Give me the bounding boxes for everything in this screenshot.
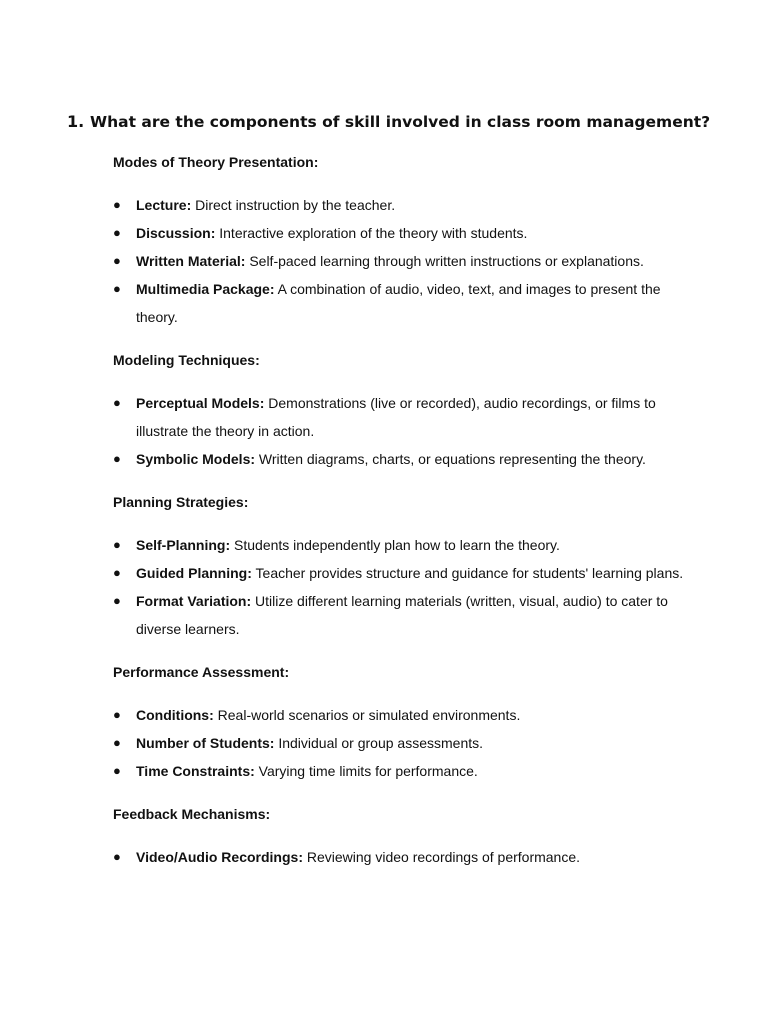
item-text: Reviewing video recordings of performance.: [302, 849, 581, 865]
bullet-list-feedback-mechanisms: [113, 843, 688, 871]
bullet-icon: ●: [113, 395, 121, 410]
question-heading: [67, 110, 747, 134]
item-text: Demonstrations (live or recorded), audio recordings, or films to illustrate the theory in action.: [136, 395, 656, 439]
item-term: Self-Planning:: [136, 537, 231, 553]
bullet-icon: ●: [113, 281, 121, 296]
list-item: [113, 843, 688, 871]
item-term: Symbolic Models:: [136, 451, 256, 467]
question-number: 1.: [67, 112, 85, 131]
section-heading-planning-strategies: Planning Strategies:: [113, 494, 249, 510]
item-term: Written Material:: [136, 253, 246, 269]
list-item: [113, 247, 688, 275]
item-text: Individual or group assessments.: [274, 735, 484, 751]
section-heading-performance-assessment: Performance Assessment:: [113, 664, 290, 680]
bullet-icon: ●: [113, 593, 121, 608]
item-text: Teacher provides structure and guidance for students' learning plans.: [251, 565, 684, 581]
item-text: Written diagrams, charts, or equations representing the theory.: [255, 451, 646, 467]
bullet-icon: ●: [113, 849, 121, 864]
bullet-icon: ●: [113, 763, 121, 778]
item-term: Guided Planning:: [136, 565, 252, 581]
question-text: What are the components of skill involved in class room management?: [90, 113, 711, 131]
item-term: Time Constraints:: [136, 763, 255, 779]
bullet-list-modeling-techniques: [113, 389, 688, 473]
item-text: Utilize different learning materials (written, visual, audio) to cater to diverse learners.: [136, 593, 668, 637]
list-item: [113, 701, 688, 729]
bullet-list-planning-strategies: [113, 531, 688, 643]
list-item: [113, 729, 688, 757]
list-item: [113, 445, 688, 473]
answer-content: [113, 148, 688, 886]
list-item: [113, 757, 688, 785]
section-heading-modeling-techniques: Modeling Techniques:: [113, 352, 260, 368]
bullet-icon: ●: [113, 451, 121, 466]
list-item: [113, 219, 688, 247]
bullet-icon: ●: [113, 197, 121, 212]
list-item: [113, 587, 688, 643]
bullet-icon: ●: [113, 225, 121, 240]
list-item: [113, 275, 688, 331]
item-text: Self-paced learning through written instructions or explanations.: [245, 253, 644, 269]
bullet-list-theory-presentation: [113, 191, 688, 331]
list-item: [113, 191, 688, 219]
item-term: Video/Audio Recordings:: [136, 849, 303, 865]
item-term: Format Variation:: [136, 593, 252, 609]
list-item: [113, 559, 688, 587]
list-item: [113, 531, 688, 559]
bullet-list-performance-assessment: [113, 701, 688, 785]
item-term: Perceptual Models:: [136, 395, 265, 411]
list-item: [113, 389, 688, 445]
item-text: Direct instruction by the teacher.: [191, 197, 396, 213]
bullet-icon: ●: [113, 565, 121, 580]
item-text: A combination of audio, video, text, and images to present the theory.: [136, 281, 661, 325]
bullet-icon: ●: [113, 735, 121, 750]
item-term: Multimedia Package:: [136, 281, 275, 297]
bullet-icon: ●: [113, 707, 121, 722]
item-text: Students independently plan how to learn the theory.: [230, 537, 560, 553]
bullet-icon: ●: [113, 253, 121, 268]
item-term: Conditions:: [136, 707, 214, 723]
bullet-icon: ●: [113, 537, 121, 552]
item-text: Real-world scenarios or simulated environments.: [213, 707, 521, 723]
item-term: Lecture:: [136, 197, 192, 213]
section-heading-feedback-mechanisms: Feedback Mechanisms:: [113, 806, 271, 822]
item-text: Varying time limits for performance.: [254, 763, 478, 779]
section-heading-theory-presentation: Modes of Theory Presentation:: [113, 154, 319, 170]
item-term: Discussion:: [136, 225, 216, 241]
item-text: Interactive exploration of the theory with students.: [215, 225, 528, 241]
item-term: Number of Students:: [136, 735, 275, 751]
